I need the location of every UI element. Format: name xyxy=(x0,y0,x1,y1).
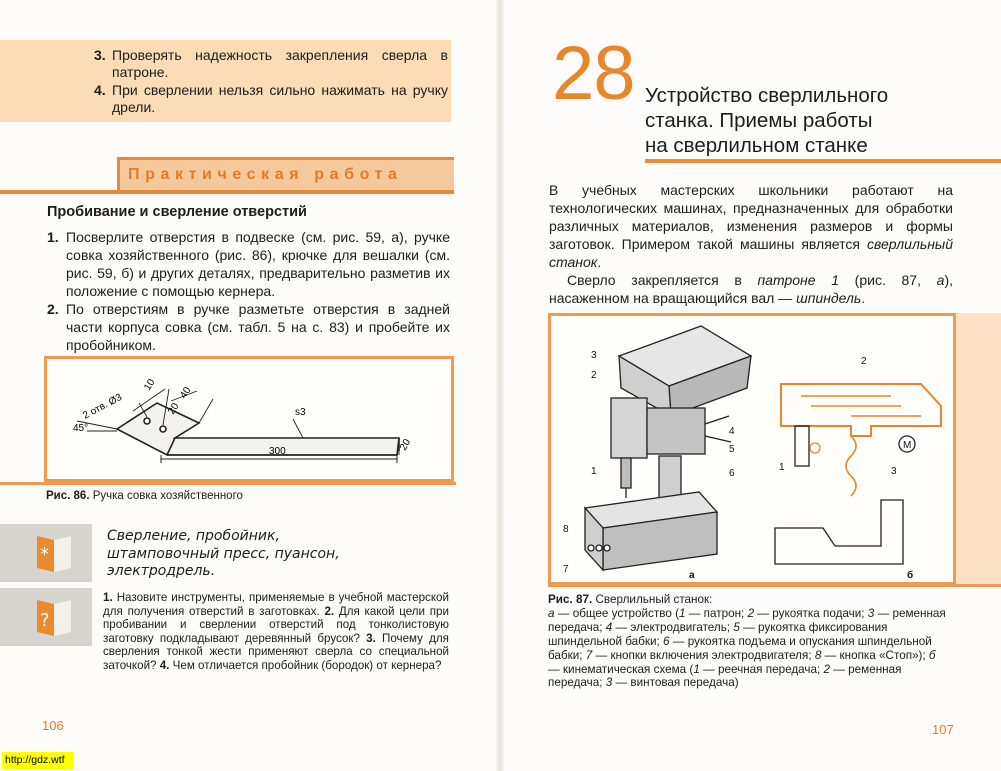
dim-angle: 45° xyxy=(73,423,89,434)
callout-b-1: 1 xyxy=(779,462,785,473)
rule-item: 4. При сверлении нельзя сильно нажимать на ручку дрели. xyxy=(94,82,448,115)
dim-holes: 2 отв. Ø3 xyxy=(81,391,124,422)
figure-86-frame xyxy=(44,356,454,482)
figure-87-frame xyxy=(548,313,956,585)
motor-label: М xyxy=(903,440,912,451)
dim-10: 10 xyxy=(142,377,158,393)
book-gutter xyxy=(496,0,504,771)
drill-press-drawing xyxy=(551,316,953,582)
dim-300: 300 xyxy=(269,446,286,457)
watermark-url[interactable]: http://gdz.wtf xyxy=(2,752,74,769)
practical-work-label: Практическая работа xyxy=(128,166,403,183)
question-book-icon xyxy=(34,596,74,638)
callout-a-6: 6 xyxy=(729,468,735,479)
dim-40: 40 xyxy=(178,385,194,401)
task-item: 2. По отверстиям в ручке разметьте отверстия в задней части корпуса совка (см. табл. 5 на с. 83) и пробейте их пробойником. xyxy=(47,301,450,353)
callout-a-5: 5 xyxy=(729,444,735,455)
dim-20b: 20 xyxy=(398,437,414,453)
paragraph-2: Сверло закрепляется в патроне 1 (рис. 87, а), насаженном на вращающийся вал — шпиндель. xyxy=(549,272,954,306)
callout-a-4: 4 xyxy=(729,426,735,437)
callout-a-8: 8 xyxy=(563,524,569,535)
questions-tab xyxy=(0,588,92,646)
callout-a-7: 7 xyxy=(563,564,569,575)
divider xyxy=(0,482,456,485)
page-number-right: 107 xyxy=(932,722,954,737)
svg-text:?: ? xyxy=(40,610,50,631)
rule-item: 3. Проверять надежность закрепления сверла в патроне. xyxy=(94,47,448,80)
divider xyxy=(0,190,454,194)
svg-text:*: * xyxy=(40,544,49,565)
callout-a-2: 2 xyxy=(591,370,597,381)
figure-86-caption: Рис. 86. Ручка совка хозяйственного xyxy=(46,490,243,502)
scoop-handle-drawing xyxy=(47,359,451,479)
subfigure-b-label: б xyxy=(907,570,914,581)
divider xyxy=(645,159,1001,163)
figure-87-caption: Рис. 87. Сверлильный станок: а — общее устройство (1 — патрон; 2 — рукоятка подачи; 3 — ременная передача; 4 — электродвигатель; 5 — рукоятка фиксирования шпиндельной бабки; 6 — рукоятка подъема и опускания шпиндельной бабки; 7 — кнопки включения электродвигателя; 8 — кнопка «Стоп»); б — кинематическая схема (1 — реечная передача; 2 — ременная передача; 3 — винтовая передача) xyxy=(548,593,946,690)
divider xyxy=(548,584,1001,587)
subfigure-a-label: а xyxy=(689,570,695,581)
callout-b-3: 3 xyxy=(891,466,897,477)
dim-thickness: s3 xyxy=(295,407,306,418)
key-terms: Сверление, пробойник, штамповочный пресс, пуансон, электродрель. xyxy=(107,528,340,579)
review-questions: 1. Назовите инструменты, применяемые в учебной мастерской для получения отверстий в заготовках. 2. Для какой цели при пробивании и сверлении отверстий под тонколистовую заготовку подкладывают деревянный брусок? 3. Почему для сверления тонкой жести применяют сверла со специальной заточкой? 4. Чем отличается пробойник (бородок) от кернера? xyxy=(103,591,449,672)
chapter-title: Устройство сверлильного станка. Приемы работы на сверлильном станке xyxy=(645,84,889,157)
section-heading: Пробивание и сверление отверстий xyxy=(47,204,307,220)
asterisk-book-icon xyxy=(34,532,74,574)
dim-20a: 20 xyxy=(166,401,182,417)
task-item: 1. Посверлите отверстия в подвеске (см. рис. 59, а), ручке совка хозяйственного (рис. 86), крючке для вешалки (см. рис. 59, б) и других деталях, предварительно разметив их положение с помощью кернера. xyxy=(47,229,450,299)
callout-a-1: 1 xyxy=(591,466,597,477)
terms-tab xyxy=(0,524,92,582)
paragraph-1: В учебных мастерских школьники работают на технологических машинах, предназначенных для обработки различных материалов, изменения размеров и формы заготовок. Примером такой машины является сверлильный станок. xyxy=(549,182,953,270)
callout-a-3: 3 xyxy=(591,350,597,361)
callout-b-2: 2 xyxy=(861,356,867,367)
figure-87-side-band xyxy=(952,313,1001,585)
chapter-number: 28 xyxy=(552,31,635,116)
page-number-left: 106 xyxy=(42,718,64,733)
